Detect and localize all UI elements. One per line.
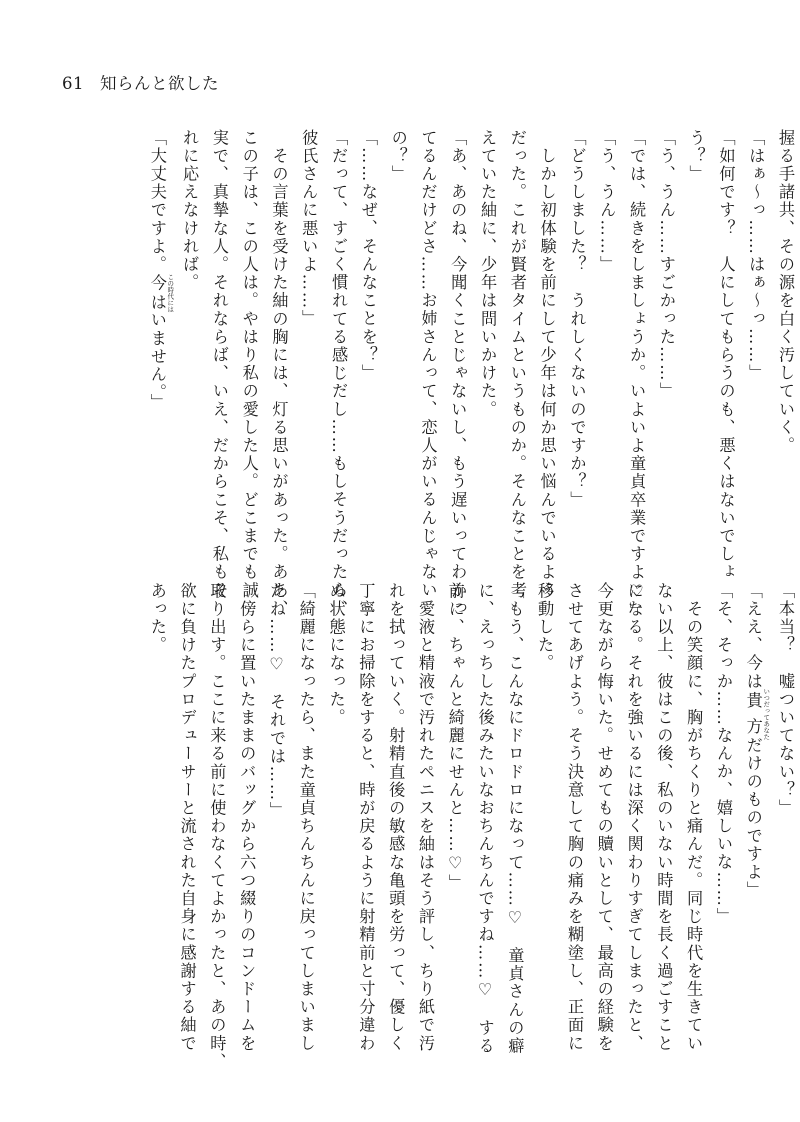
ruby-annotation: 今は この時代には: [147, 273, 175, 313]
text-line: 「ええ、今は貴方 いつだってあなただけのものですよ」: [743, 582, 771, 900]
text-line: 今更ながら悔いた。せめてもの贖いとして、最高の経験を: [594, 582, 614, 1053]
text-line: 「はぁ～っ……はぁ～っ……」: [746, 129, 766, 383]
chapter-title: 知らんと欲した: [100, 74, 219, 93]
text-line: 彼氏さんに悪いよ……」: [299, 129, 319, 329]
text-line: 「う、うん……」: [597, 129, 617, 274]
upper-text-block: [142, 129, 800, 621]
text-line: 握る手諸共、その源を白く汚していく。: [776, 129, 796, 455]
text-line: 「……なぜ、そんなことを？」: [358, 129, 378, 383]
text-line: その笑顔に、胸がちくりと痛んだ。同じ時代を生きてい: [684, 582, 704, 1053]
text-line: 傍らに置いたままのバッグから六つ綴りのコンドームを: [237, 582, 257, 1053]
text-line: 欲に負けたプロデューサーと流された自身に感謝する紬で: [177, 582, 197, 1053]
text-line: あった。: [147, 582, 167, 655]
text-line: 「そ、そっか……なんか、嬉しいな……」: [713, 582, 733, 926]
text-line: 「どうしました？ うれしくないのですか？」: [567, 129, 587, 510]
running-header: [62, 76, 219, 93]
text-line: う？」: [686, 129, 706, 184]
text-line: れに応えなければ。: [180, 129, 200, 292]
text-line: ない以上、彼はこの後、私のいない時間を長く過ごすこと: [654, 582, 674, 1053]
lower-text-block: [142, 582, 800, 1071]
text-line: の？」: [388, 129, 408, 184]
text-line: その言葉を受けた紬の胸には、灯る思いがあった。ああ、: [269, 129, 289, 618]
text-line: 「如何です？ 人にしてもらうのも、悪くはないでしょ: [716, 129, 736, 582]
text-line: 「大丈夫ですよ。今は この時代にはいません。」: [147, 129, 175, 412]
text-line: 「あ、あのね、今聞くことじゃないし、もう遅いってわかっ: [448, 129, 468, 618]
text-line: えていた紬に、少年は問いかけた。: [478, 129, 498, 419]
text-line: させてあげよう。そう決意して胸の痛みを糊塗し、正面に: [564, 582, 584, 1053]
text-line: 実で、真摯な人。それならば、いえ、だからこそ、私もそ: [209, 129, 229, 600]
text-line: 愛液と精液で汚れたペニスを紬はそう評し、ちり紙で汚: [415, 582, 435, 1053]
text-line: 丁寧にお掃除をすると、時が戻るように射精前と寸分違わ: [356, 582, 376, 1053]
text-line: てるんだけどさ……お姉さんって、恋人がいるんじゃない: [418, 129, 438, 600]
text-line: だった。これが賢者タイムというものか。そんなことを考: [507, 129, 527, 600]
text-line: 「う、うん……すごかった……」: [656, 129, 676, 401]
text-line: 取り出す。ここに来る前に使わなくてよかったと、あの時、: [207, 582, 227, 1071]
text-line: 移動した。: [535, 582, 555, 673]
text-line: たね……♡ それでは……」: [266, 582, 286, 821]
text-line: 前に、ちゃんと綺麗にせんと……♡」: [445, 582, 465, 893]
text-line: 「本当？ 嘘ついてない？」: [776, 582, 796, 818]
text-line: しかし初体験を前にして少年は何か思い悩んでいるよう: [537, 129, 557, 600]
page-number: 61: [62, 74, 84, 93]
text-line: れを拭っていく。射精直後の敏感な亀頭を労って、優しく: [386, 582, 406, 1053]
text-line: に、えっちした後みたいなおちんちんですね……♡ する: [475, 582, 495, 1056]
text-line: になる。それを強いるには深く関わりすぎてしまったと、: [624, 582, 644, 1053]
ruby-annotation: 貴方 いつだってあなた: [743, 687, 771, 740]
text-line: ぬ状態になった。: [326, 582, 346, 727]
text-line: 「では、続きをしましょうか。いよいよ童貞卒業ですよ♡」: [627, 129, 647, 621]
text-line: 「だって、すごく慣れてる感じだし……もしそうだったら、: [329, 129, 349, 618]
text-line: 「綺麗になったら、また童貞ちんちんに戻ってしまいまし: [296, 582, 316, 1053]
text-line: 「もう、こんなにドロドロになって……♡ 童貞さんの癖: [505, 582, 525, 1056]
text-line: この子は、この人は。やはり私の愛した人。どこまでも誠: [239, 129, 259, 600]
